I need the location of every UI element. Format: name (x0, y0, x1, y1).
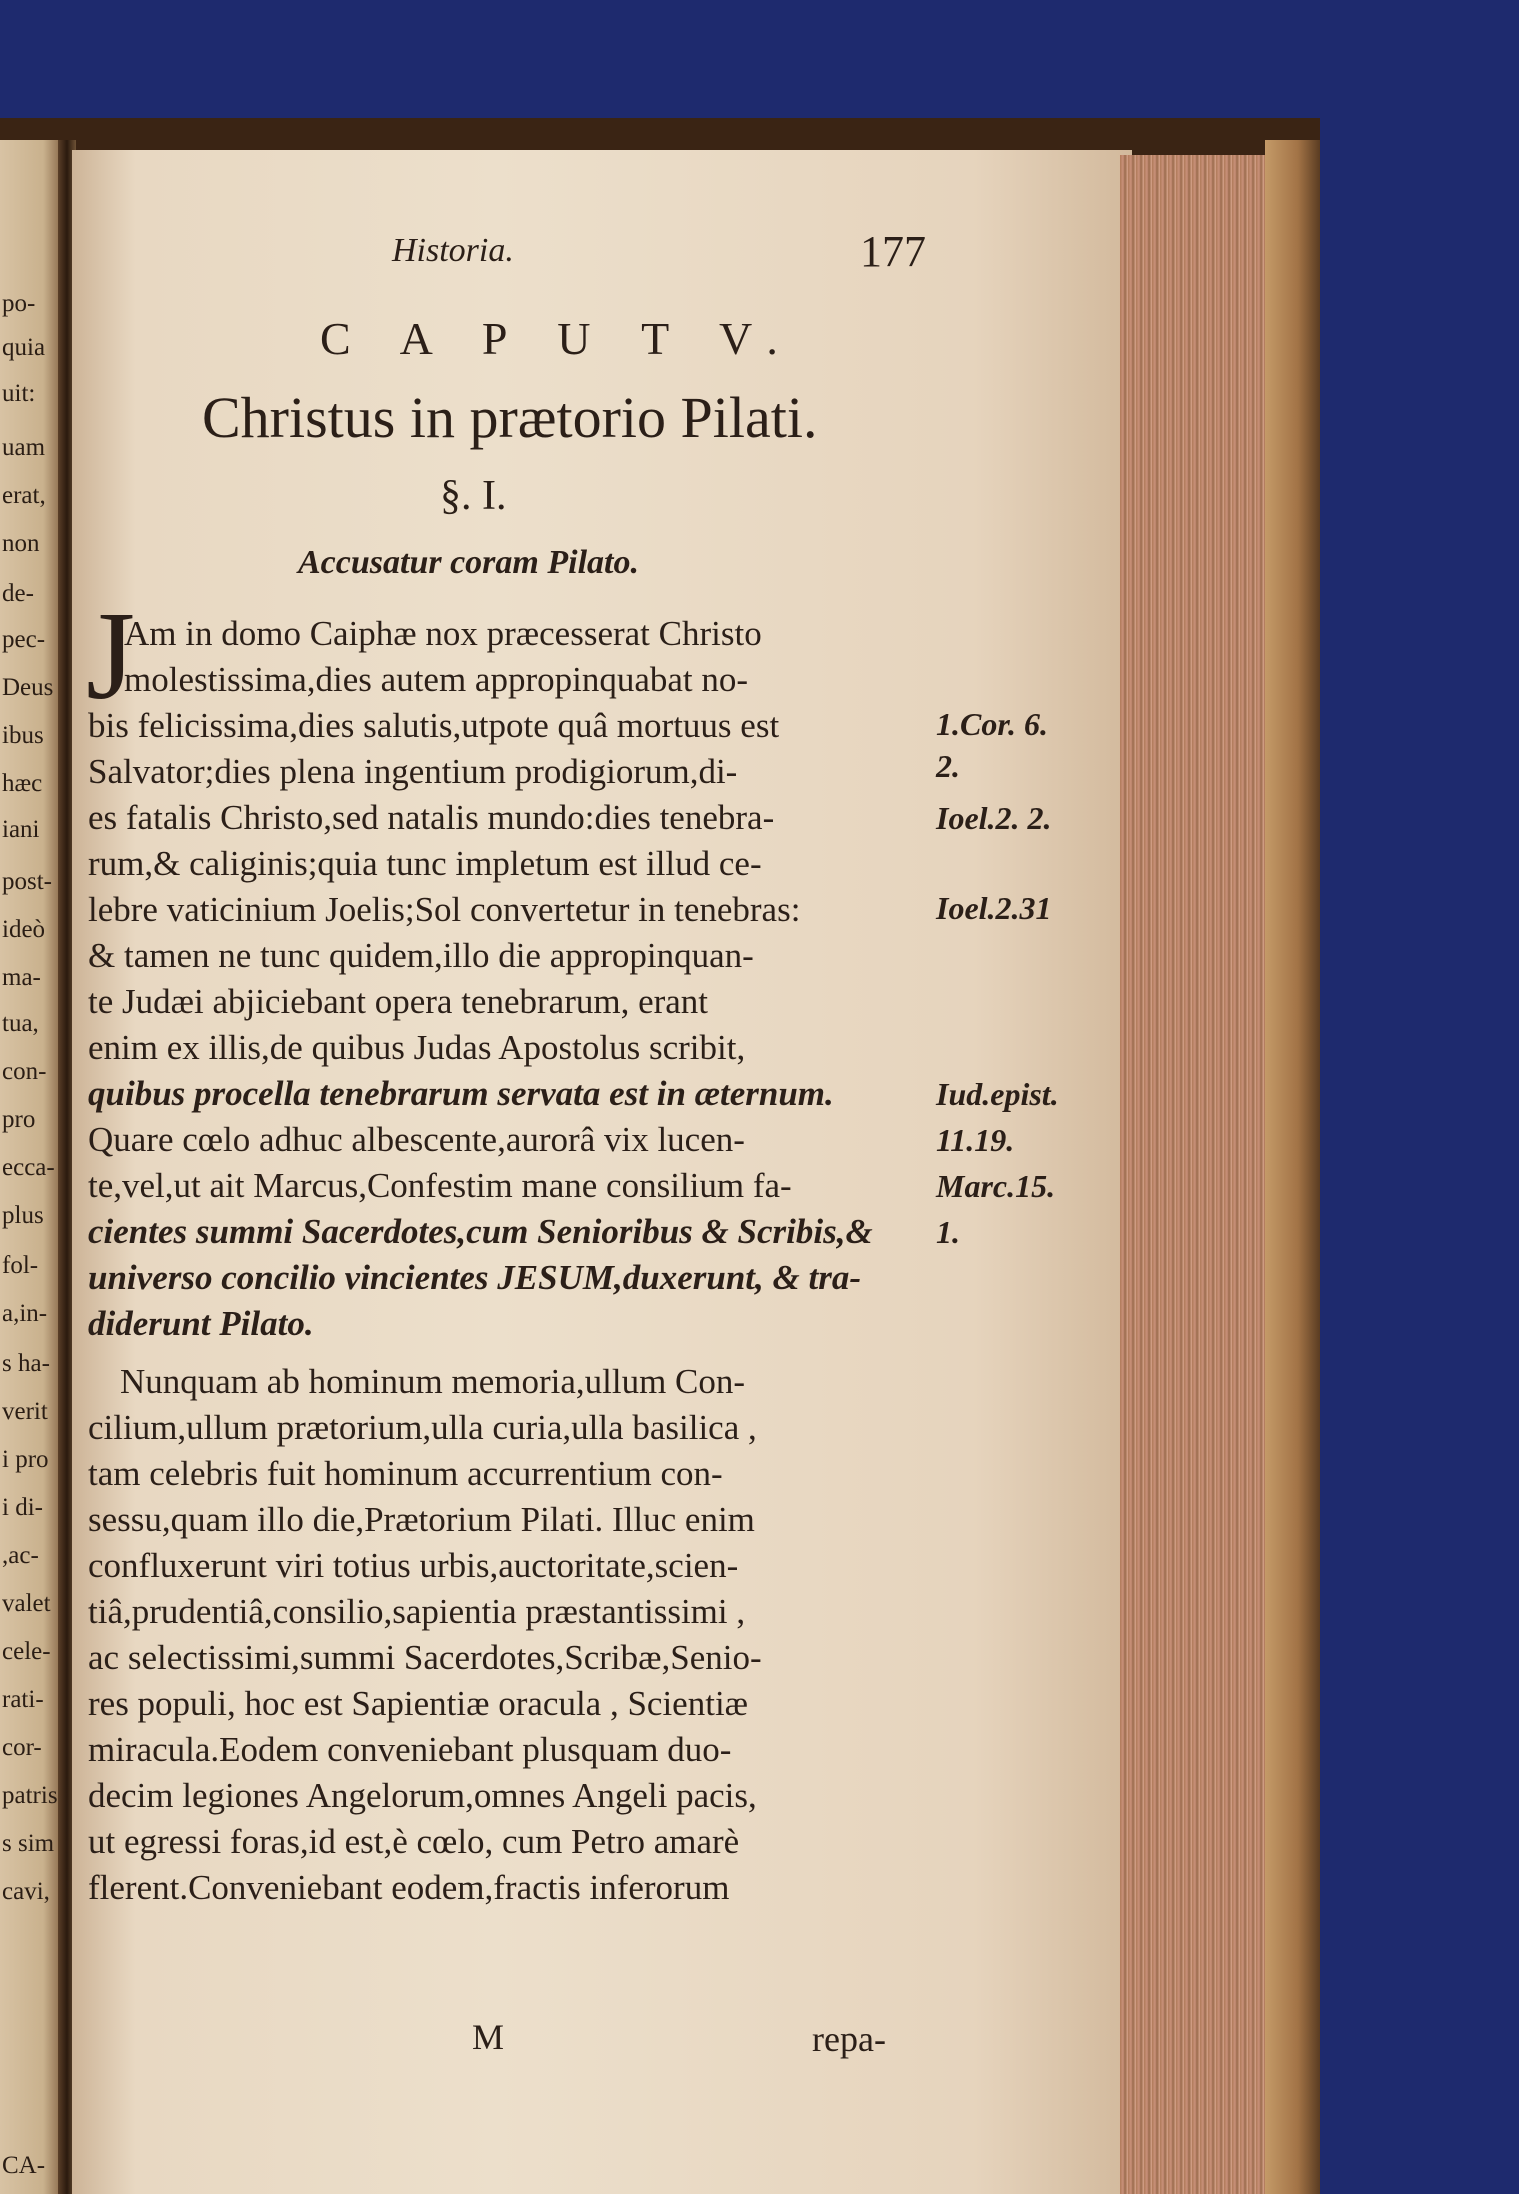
left-fragment: ibus (2, 722, 44, 749)
left-fragment: cor- (2, 1734, 42, 1761)
text-line: lebre vaticinium Joelis;Sol convertetur in tenebras: (88, 890, 801, 929)
margin-note: Ioel.2. 2. (936, 800, 1052, 836)
text-line: enim ex illis,de quibus Judas Apostolus scribit, (88, 1028, 746, 1067)
text-line: decim legiones Angelorum,omnes Angeli pacis, (88, 1776, 757, 1815)
left-fragment: ideò (2, 916, 46, 943)
left-fragment: cele- (2, 1638, 51, 1665)
text-line: Salvator;dies plena ingentium prodigiorum,di- (88, 752, 738, 791)
text-line: ac selectissimi,summi Sacerdotes,Scribæ,Senio- (88, 1638, 762, 1677)
left-fragment: quia (2, 334, 46, 361)
left-fragment: con- (2, 1058, 47, 1085)
left-fragment: i pro (2, 1446, 49, 1473)
catchword: repa- (812, 2019, 886, 2059)
text-line: miracula.Eodem conveniebant plusquam duo- (88, 1730, 732, 1769)
left-fragment: uam (2, 434, 46, 461)
left-fragment: patris (2, 1782, 58, 1809)
text-line: te Judæi abjiciebant opera tenebrarum, erant (88, 982, 709, 1021)
text-line: res populi, hoc est Sapientiæ oracula , Scientiæ (88, 1684, 749, 1723)
drop-cap: J (86, 587, 136, 726)
text-line: tam celebris fuit hominum accurrentium con- (88, 1454, 723, 1493)
margin-note: Ioel.2.31 (936, 890, 1052, 926)
left-fragment: Deus (2, 674, 54, 701)
left-fragment: iani (2, 816, 40, 843)
left-fragment: hæc (2, 770, 43, 797)
left-fragment: rati- (2, 1686, 44, 1713)
margin-note: Iud.epist. (936, 1076, 1059, 1112)
text-line: bis felicissima,dies salutis,utpote quâ mortuus est (88, 706, 780, 745)
text-line: quibus procella tenebrarum servata est in æternum. (88, 1074, 834, 1113)
left-fragment: fol- (2, 1252, 39, 1279)
margin-note: 11.19. (936, 1122, 1015, 1158)
left-fragment: i di- (2, 1494, 43, 1521)
text-line: flerent.Conveniebant eodem,fractis inferorum (88, 1868, 730, 1907)
text-line: molestissima,dies autem appropinquabat no- (124, 660, 749, 699)
left-fragment: verit (2, 1398, 48, 1425)
margin-note: 2. (936, 748, 960, 784)
text-line: es fatalis Christo,sed natalis mundo:dies tenebra- (88, 798, 775, 837)
left-fragment: s ha- (2, 1350, 50, 1377)
text-line: universo concilio vincientes JESUM,duxerunt, & tra- (88, 1258, 861, 1297)
page-number: 177 (860, 227, 926, 276)
chapter-label: C A P U T V. (320, 313, 798, 364)
left-fragment: non (2, 530, 40, 557)
text-line: ut egressi foras,id est,è cœlo, cum Petro amarè (88, 1822, 740, 1861)
left-fragment: uit: (2, 380, 36, 407)
text-line: cilium,ullum prætorium,ulla curia,ulla basilica , (88, 1408, 757, 1447)
left-fragment: cavi, (2, 1878, 50, 1905)
left-fragment: post- (2, 868, 52, 895)
left-fragment: CA- (2, 2152, 46, 2179)
text-line: te,vel,ut ait Marcus,Confestim mane consilium fa- (88, 1166, 792, 1205)
text-line: cientes summi Sacerdotes,cum Senioribus & Scribis,& (88, 1212, 873, 1251)
left-fragment: s sim (2, 1830, 55, 1857)
margin-note: 1. (936, 1214, 960, 1250)
text-line: Quare cœlo adhuc albescente,aurorâ vix lucen- (88, 1120, 745, 1159)
left-fragment: ,ac- (2, 1542, 39, 1569)
section-number: §. I. (440, 473, 507, 519)
left-fragment: de- (2, 580, 34, 607)
text-line: diderunt Pilato. (88, 1304, 314, 1343)
text-line: sessu,quam illo die,Prætorium Pilati. Illuc enim (88, 1500, 755, 1539)
left-fragment: a,in- (2, 1300, 48, 1327)
left-fragment: pro (2, 1106, 36, 1133)
left-fragment: erat, (2, 482, 46, 509)
text-line: confluxerunt viri totius urbis,auctoritate,scien- (88, 1546, 739, 1585)
text-line: Am in domo Caiphæ nox præcesserat Christo (124, 614, 762, 653)
left-fragment: po- (2, 290, 36, 317)
text-line: & tamen ne tunc quidem,illo die appropinquan- (88, 936, 754, 975)
left-fragment: tua, (2, 1010, 39, 1037)
margin-note: 1.Cor. 6. (936, 706, 1049, 742)
text-line: rum,& caliginis;quia tunc impletum est illud ce- (88, 844, 762, 883)
section-subtitle: Accusatur coram Pilato. (298, 544, 639, 581)
left-fragment: ecca- (2, 1154, 55, 1181)
left-fragment: pec- (2, 626, 46, 653)
signature-mark: M (472, 2017, 505, 2057)
left-fragment: ma- (2, 964, 41, 991)
margin-note: Marc.15. (936, 1168, 1056, 1204)
left-fragment: valet (2, 1590, 51, 1617)
running-head: Historia. (392, 232, 514, 269)
chapter-title: Christus in prætorio Pilati. (202, 385, 818, 450)
left-fragment: plus (2, 1202, 44, 1229)
text-line: tiâ,prudentiâ,consilio,sapientia præstantissimi , (88, 1592, 746, 1631)
text-line: Nunquam ab hominum memoria,ullum Con- (120, 1362, 746, 1401)
